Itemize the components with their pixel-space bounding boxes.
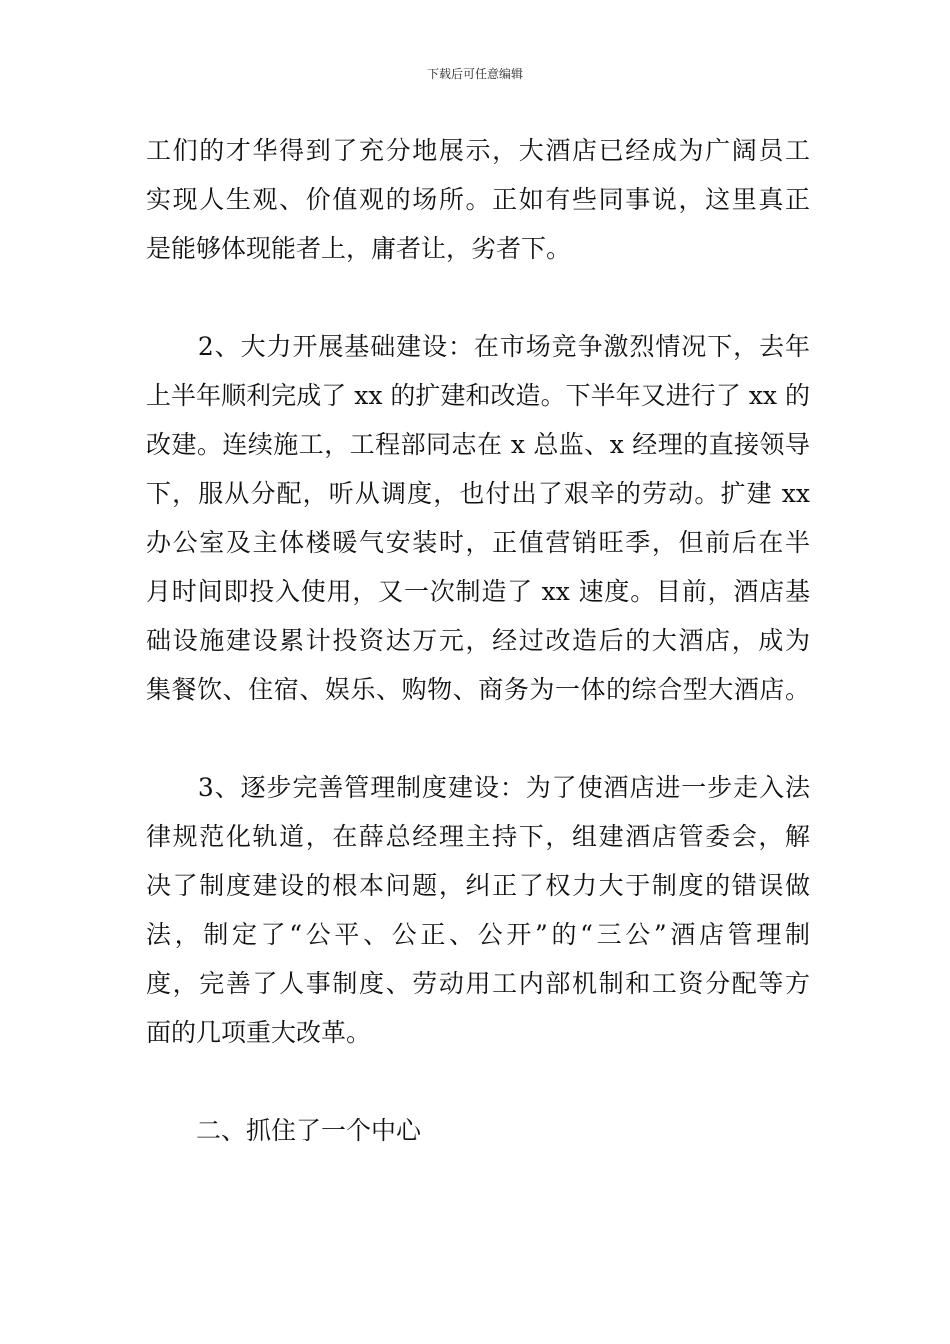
text-line: 改建。连续施工，工程部同志在 x 总监、x 经理的直接领导 — [146, 430, 810, 459]
header-note: 下载后可任意编辑 — [426, 67, 523, 81]
text-line: 础设施建设累计投资达万元，经过改造后的大酒店，成为 — [146, 626, 810, 655]
text-line: 2、大力开展基础建设：在市场竞争激烈情况下，去年 — [146, 332, 810, 361]
text-line: 决了制度建设的根本问题，纠正了权力大于制度的错误做 — [146, 871, 810, 900]
paragraph-3 — [146, 763, 810, 1057]
text-line: 办公室及主体楼暖气安装时，正值营销旺季，但前后在半 — [146, 528, 810, 557]
text-line: 月时间即投入使用，又一次制造了 xx 速度。目前，酒店基 — [146, 577, 810, 606]
text-line: 上半年顺利完成了 xx 的扩建和改造。下半年又进行了 xx 的 — [146, 381, 810, 410]
paragraph-1 — [146, 126, 810, 273]
text-line: 度，完善了人事制度、劳动用工内部机制和工资分配等方 — [146, 969, 810, 998]
text-line: 面的几项重大改革。 — [146, 1018, 372, 1047]
text-line: 律规范化轨道，在薛总经理主持下，组建酒店管委会，解 — [146, 822, 810, 851]
text-line: 法，制定了“公平、公正、公开”的“三公”酒店管理制 — [146, 920, 810, 949]
section-heading — [146, 1106, 810, 1155]
text-line: 工们的才华得到了充分地展示，大酒店已经成为广阔员工 — [146, 136, 810, 165]
paragraph-2 — [146, 322, 810, 714]
section-heading-text: 二、抓住了一个中心 — [146, 1116, 422, 1145]
text-line: 下，服从分配，听从调度，也付出了艰辛的劳动。扩建 xx — [146, 479, 810, 508]
text-line: 是能够体现能者上，庸者让，劣者下。 — [146, 234, 572, 263]
paragraph-gap — [146, 714, 810, 763]
text-line: 实现人生观、价值观的场所。正如有些同事说，这里真正 — [146, 185, 810, 214]
paragraph-gap — [146, 273, 810, 322]
document-body — [146, 126, 810, 1155]
paragraph-gap — [146, 1057, 810, 1106]
text-line: 3、逐步完善管理制度建设：为了使酒店进一步走入法 — [146, 773, 810, 802]
text-line: 集餐饮、住宿、娱乐、购物、商务为一体的综合型大酒店。 — [146, 675, 810, 704]
